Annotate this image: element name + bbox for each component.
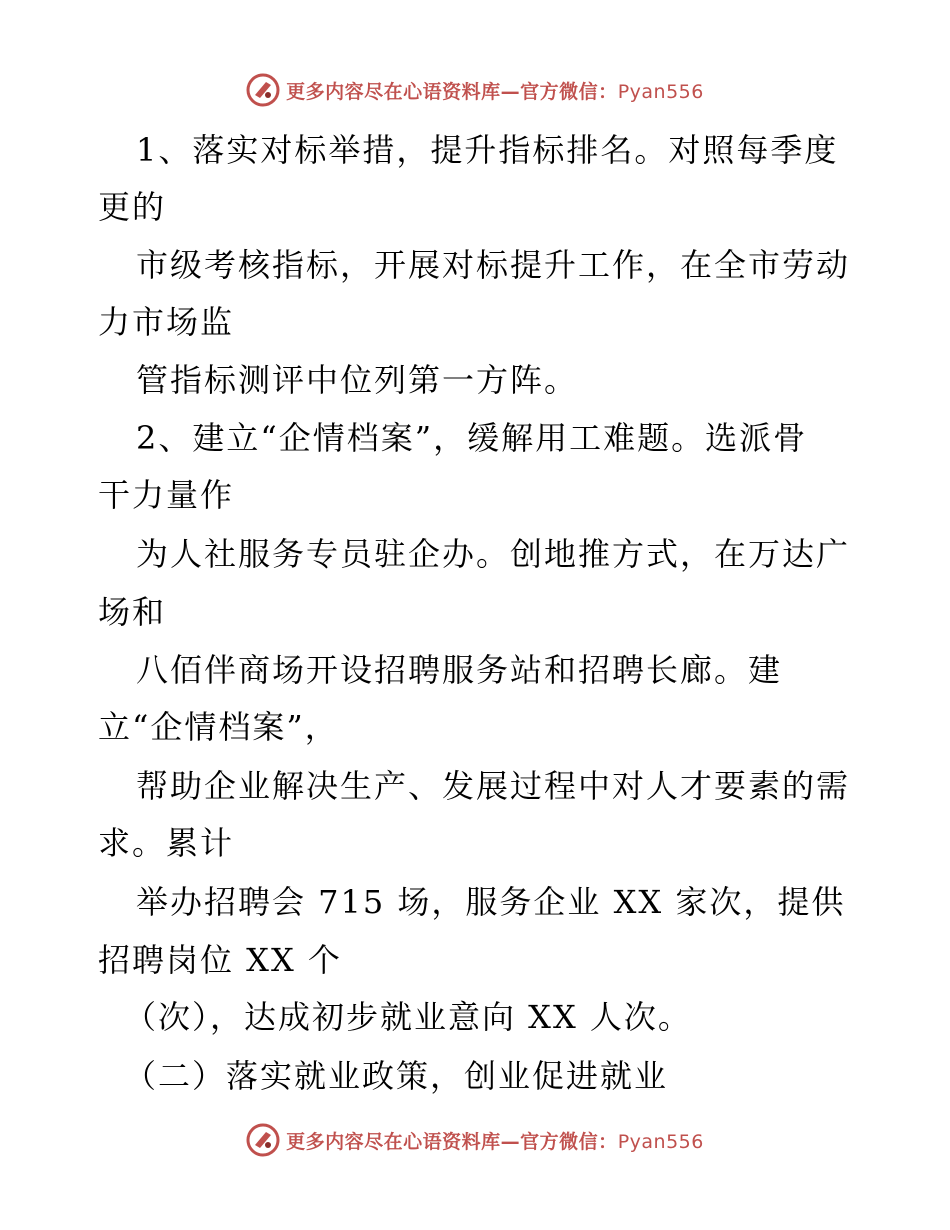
body-line: 力市场监	[98, 303, 235, 341]
body-line: 八佰伴商场开设招聘服务站和招聘长廊。建	[136, 651, 783, 689]
footer-banner	[0, 1120, 950, 1160]
footer-handle: Pyan556	[617, 1130, 704, 1153]
body-line: 2、建立“企情档案”，缓解用工难题。选派骨	[136, 419, 808, 457]
body-line: 招聘岗位 XX 个	[98, 941, 342, 979]
body-line: 干力量作	[98, 476, 235, 514]
footer-official: 官方微信：	[520, 1130, 618, 1153]
header-separator: —	[500, 80, 521, 103]
body-line: 管指标测评中位列第一方阵。	[136, 361, 579, 399]
body-line: 求。累计	[98, 824, 235, 862]
body-line: 举办招聘会 715 场，服务企业 XX 家次，提供	[136, 883, 846, 921]
header-brand: 更多内容尽在心语资料库	[286, 80, 501, 103]
logo-icon	[246, 1123, 280, 1157]
body-line: 为人社服务专员驻企办。创地推方式，在万达广	[136, 535, 851, 573]
footer-separator: —	[500, 1130, 521, 1153]
body-line: （二）落实就业政策，创业促进就业	[124, 1057, 669, 1095]
body-line: 帮助企业解决生产、发展过程中对人才要素的需	[136, 767, 851, 805]
footer-brand: 更多内容尽在心语资料库	[286, 1130, 501, 1153]
body-line: 市级考核指标，开展对标提升工作，在全市劳动	[136, 246, 851, 284]
header-handle: Pyan556	[617, 80, 704, 103]
body-line: 场和	[98, 593, 167, 631]
body-line: （次），达成初步就业意向 XX 人次。	[124, 998, 692, 1036]
body-line: 1、落实对标举措，提升指标排名。对照每季度	[136, 131, 839, 169]
body-line: 更的	[98, 188, 167, 226]
body-line: 立“企情档案”，	[98, 708, 339, 746]
header-official: 官方微信：	[520, 80, 618, 103]
footer-banner-text	[286, 1127, 704, 1154]
